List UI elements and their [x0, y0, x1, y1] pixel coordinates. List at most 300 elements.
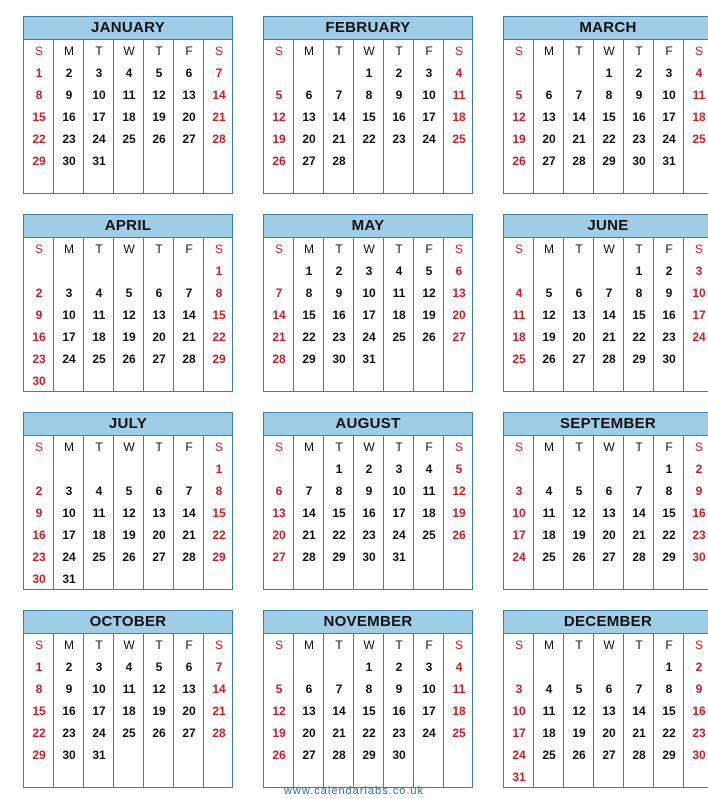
day-cell: 24	[362, 330, 376, 344]
day-cell: 21	[602, 330, 616, 344]
day-cell: 22	[602, 132, 616, 146]
weekday-header: F	[425, 242, 433, 256]
weekday-header: S	[694, 242, 703, 256]
day-cell: 22	[662, 726, 676, 740]
day-cell: 17	[692, 308, 706, 322]
day-cell: 22	[332, 528, 346, 542]
day-cell: 23	[662, 330, 676, 344]
day-cell: 9	[395, 88, 403, 102]
day-grid	[24, 40, 232, 193]
day-cell: 4	[125, 66, 133, 80]
day-cell: 17	[62, 330, 76, 344]
day-cell: 9	[665, 286, 673, 300]
day-cell: 10	[662, 88, 676, 102]
weekday-header: T	[335, 440, 343, 454]
day-cell: 29	[32, 748, 46, 762]
weekday-header: M	[304, 44, 314, 58]
day-cell: 5	[275, 88, 283, 102]
day-cell: 3	[365, 264, 373, 278]
day-cell: 2	[365, 462, 373, 476]
day-cell: 6	[575, 286, 583, 300]
day-cell: 20	[302, 132, 316, 146]
day-cell: 22	[212, 528, 226, 542]
day-cell: 17	[662, 110, 676, 124]
day-cell: 16	[62, 704, 76, 718]
day-cell: 22	[302, 330, 316, 344]
day-cell: 28	[272, 352, 286, 366]
day-cell: 7	[335, 88, 343, 102]
day-cell: 25	[92, 352, 106, 366]
weekday-header: W	[123, 638, 135, 652]
day-cell: 24	[92, 726, 106, 740]
weekday-header: T	[635, 440, 643, 454]
weekday-header: T	[635, 638, 643, 652]
day-cell: 26	[272, 154, 286, 168]
day-cell: 6	[185, 660, 193, 674]
weekday-header: W	[603, 242, 615, 256]
day-cell: 5	[125, 286, 133, 300]
day-cell: 4	[125, 660, 133, 674]
day-cell: 5	[275, 682, 283, 696]
weekday-header: M	[304, 440, 314, 454]
day-cell: 10	[362, 286, 376, 300]
day-cell: 30	[62, 154, 76, 168]
day-cell: 19	[152, 110, 166, 124]
day-cell: 7	[635, 484, 643, 498]
day-cell: 28	[212, 726, 226, 740]
day-cell: 18	[692, 110, 706, 124]
day-cell: 4	[455, 66, 463, 80]
day-cell: 25	[122, 726, 136, 740]
weekday-header: M	[64, 44, 74, 58]
day-grid	[264, 40, 472, 193]
weekday-header: S	[694, 44, 703, 58]
day-cell: 19	[452, 506, 466, 520]
day-cell: 7	[635, 682, 643, 696]
month-january	[23, 16, 233, 194]
day-grid	[504, 634, 708, 787]
day-cell: 24	[62, 352, 76, 366]
weekday-header: F	[425, 44, 433, 58]
day-cell: 12	[272, 704, 286, 718]
month-november	[263, 610, 473, 788]
weekday-header: S	[214, 440, 223, 454]
weekday-header: W	[603, 638, 615, 652]
weekday-header: M	[64, 440, 74, 454]
day-cell: 14	[272, 308, 286, 322]
day-cell: 8	[365, 88, 373, 102]
day-cell: 28	[632, 550, 646, 564]
day-cell: 11	[392, 286, 406, 300]
weekday-header: S	[694, 440, 703, 454]
day-cell: 21	[212, 704, 226, 718]
day-cell: 18	[542, 528, 556, 542]
day-cell: 2	[65, 660, 73, 674]
day-cell: 21	[332, 132, 346, 146]
day-cell: 30	[662, 352, 676, 366]
weekday-header: F	[185, 440, 193, 454]
day-cell: 13	[542, 110, 556, 124]
day-cell: 26	[122, 352, 136, 366]
weekday-header: S	[34, 638, 43, 652]
day-cell: 8	[215, 484, 223, 498]
day-cell: 25	[452, 726, 466, 740]
day-cell: 25	[392, 330, 406, 344]
day-cell: 11	[92, 506, 106, 520]
day-cell: 4	[425, 462, 433, 476]
day-cell: 23	[32, 550, 46, 564]
day-cell: 1	[35, 66, 43, 80]
day-cell: 11	[512, 308, 526, 322]
day-cell: 7	[215, 66, 223, 80]
weekday-header: S	[694, 638, 703, 652]
day-cell: 3	[515, 682, 523, 696]
day-cell: 23	[392, 726, 406, 740]
day-cell: 6	[605, 484, 613, 498]
day-cell: 15	[602, 110, 616, 124]
day-cell: 4	[395, 264, 403, 278]
day-cell: 22	[32, 132, 46, 146]
day-cell: 23	[632, 132, 646, 146]
day-cell: 14	[302, 506, 316, 520]
day-cell: 26	[152, 726, 166, 740]
day-cell: 15	[632, 308, 646, 322]
day-cell: 5	[545, 286, 553, 300]
day-cell: 1	[665, 660, 673, 674]
day-cell: 11	[122, 682, 136, 696]
day-cell: 24	[512, 550, 526, 564]
day-cell: 8	[335, 484, 343, 498]
day-cell: 19	[572, 528, 586, 542]
day-cell: 31	[662, 154, 676, 168]
day-cell: 10	[692, 286, 706, 300]
day-cell: 17	[422, 704, 436, 718]
day-cell: 21	[272, 330, 286, 344]
day-cell: 26	[122, 550, 136, 564]
day-cell: 16	[632, 110, 646, 124]
day-cell: 28	[602, 352, 616, 366]
day-cell: 21	[182, 330, 196, 344]
day-cell: 16	[32, 528, 46, 542]
day-cell: 14	[632, 506, 646, 520]
day-cell: 2	[635, 66, 643, 80]
day-cell: 8	[665, 484, 673, 498]
day-cell: 30	[32, 572, 46, 586]
day-cell: 11	[692, 88, 706, 102]
weekday-header: T	[335, 242, 343, 256]
day-cell: 3	[395, 462, 403, 476]
day-cell: 8	[305, 286, 313, 300]
day-cell: 5	[425, 264, 433, 278]
day-grid	[504, 40, 708, 193]
day-cell: 12	[422, 286, 436, 300]
day-cell: 17	[392, 506, 406, 520]
day-cell: 17	[422, 110, 436, 124]
day-cell: 12	[572, 506, 586, 520]
day-cell: 12	[542, 308, 556, 322]
day-cell: 12	[272, 110, 286, 124]
weekday-header: F	[665, 638, 673, 652]
day-cell: 30	[62, 748, 76, 762]
weekday-header: S	[514, 638, 523, 652]
weekday-header: T	[155, 440, 163, 454]
month-may	[263, 214, 473, 392]
day-cell: 24	[392, 528, 406, 542]
day-cell: 18	[122, 704, 136, 718]
day-cell: 15	[32, 110, 46, 124]
day-cell: 29	[32, 154, 46, 168]
month-title: JULY	[24, 413, 232, 436]
weekday-header: S	[274, 638, 283, 652]
month-title: OCTOBER	[24, 611, 232, 634]
day-cell: 18	[452, 110, 466, 124]
day-cell: 17	[92, 110, 106, 124]
month-july	[23, 412, 233, 590]
day-cell: 4	[515, 286, 523, 300]
day-cell: 25	[122, 132, 136, 146]
day-cell: 23	[692, 726, 706, 740]
day-cell: 22	[362, 726, 376, 740]
month-title: NOVEMBER	[264, 611, 472, 634]
day-cell: 30	[362, 550, 376, 564]
weekday-header: T	[155, 242, 163, 256]
day-cell: 5	[515, 88, 523, 102]
day-cell: 1	[365, 66, 373, 80]
weekday-header: S	[214, 44, 223, 58]
day-cell: 17	[362, 308, 376, 322]
day-cell: 3	[515, 484, 523, 498]
day-cell: 20	[152, 528, 166, 542]
day-cell: 23	[692, 528, 706, 542]
weekday-header: F	[665, 44, 673, 58]
day-cell: 14	[182, 506, 196, 520]
day-cell: 2	[335, 264, 343, 278]
day-cell: 18	[512, 330, 526, 344]
day-grid	[504, 436, 708, 589]
day-cell: 9	[35, 308, 43, 322]
day-cell: 2	[665, 264, 673, 278]
day-cell: 11	[122, 88, 136, 102]
day-grid	[24, 238, 232, 391]
day-cell: 30	[332, 352, 346, 366]
weekday-header: S	[34, 242, 43, 256]
day-cell: 22	[362, 132, 376, 146]
day-cell: 15	[212, 506, 226, 520]
weekday-header: S	[274, 440, 283, 454]
weekday-header: W	[363, 44, 375, 58]
day-cell: 13	[152, 506, 166, 520]
footer-url[interactable]: www.calendarlabs.co.uk	[283, 785, 424, 797]
day-cell: 11	[92, 308, 106, 322]
day-cell: 9	[395, 682, 403, 696]
day-cell: 28	[182, 352, 196, 366]
day-cell: 9	[35, 506, 43, 520]
day-cell: 28	[632, 748, 646, 762]
day-cell: 9	[635, 88, 643, 102]
day-cell: 12	[122, 506, 136, 520]
day-cell: 2	[695, 462, 703, 476]
day-cell: 10	[422, 682, 436, 696]
day-cell: 21	[572, 132, 586, 146]
day-cell: 8	[635, 286, 643, 300]
day-cell: 20	[152, 330, 166, 344]
weekday-header: W	[363, 242, 375, 256]
day-cell: 25	[512, 352, 526, 366]
day-cell: 3	[95, 660, 103, 674]
day-cell: 13	[602, 506, 616, 520]
day-cell: 5	[455, 462, 463, 476]
weekday-header: S	[34, 440, 43, 454]
day-cell: 27	[272, 550, 286, 564]
day-cell: 23	[332, 330, 346, 344]
day-cell: 22	[662, 528, 676, 542]
weekday-header: T	[395, 242, 403, 256]
day-cell: 29	[212, 550, 226, 564]
weekday-header: W	[603, 44, 615, 58]
day-cell: 7	[185, 286, 193, 300]
day-grid	[264, 238, 472, 391]
day-cell: 21	[212, 110, 226, 124]
month-title: JUNE	[504, 215, 708, 238]
day-cell: 30	[692, 748, 706, 762]
month-title: MARCH	[504, 17, 708, 40]
weekday-header: S	[454, 242, 463, 256]
day-cell: 29	[332, 550, 346, 564]
day-cell: 31	[92, 154, 106, 168]
day-cell: 27	[302, 154, 316, 168]
day-cell: 24	[62, 550, 76, 564]
day-cell: 23	[362, 528, 376, 542]
day-cell: 28	[332, 154, 346, 168]
month-title: DECEMBER	[504, 611, 708, 634]
day-cell: 3	[425, 66, 433, 80]
day-cell: 22	[212, 330, 226, 344]
day-cell: 19	[122, 330, 136, 344]
day-cell: 19	[152, 704, 166, 718]
weekday-header: W	[123, 440, 135, 454]
day-cell: 15	[212, 308, 226, 322]
day-cell: 18	[92, 528, 106, 542]
day-cell: 11	[422, 484, 436, 498]
day-cell: 28	[302, 550, 316, 564]
day-cell: 18	[452, 704, 466, 718]
weekday-header: T	[635, 44, 643, 58]
weekday-header: S	[454, 440, 463, 454]
day-cell: 7	[605, 286, 613, 300]
day-cell: 30	[392, 748, 406, 762]
day-cell: 24	[512, 748, 526, 762]
day-cell: 6	[185, 66, 193, 80]
day-cell: 24	[92, 132, 106, 146]
day-cell: 3	[665, 66, 673, 80]
day-cell: 3	[695, 264, 703, 278]
day-cell: 10	[422, 88, 436, 102]
day-cell: 5	[155, 66, 163, 80]
day-cell: 2	[35, 484, 43, 498]
day-cell: 16	[662, 308, 676, 322]
day-cell: 1	[605, 66, 613, 80]
weekday-header: S	[274, 242, 283, 256]
day-cell: 3	[65, 484, 73, 498]
day-cell: 30	[692, 550, 706, 564]
weekday-header: T	[335, 44, 343, 58]
day-cell: 18	[392, 308, 406, 322]
day-cell: 27	[602, 748, 616, 762]
month-october	[23, 610, 233, 788]
weekday-header: M	[544, 440, 554, 454]
day-cell: 1	[365, 660, 373, 674]
day-cell: 21	[632, 726, 646, 740]
day-cell: 2	[65, 66, 73, 80]
weekday-header: F	[425, 440, 433, 454]
day-cell: 12	[452, 484, 466, 498]
weekday-header: T	[335, 638, 343, 652]
day-cell: 2	[695, 660, 703, 674]
day-cell: 26	[512, 154, 526, 168]
day-cell: 22	[632, 330, 646, 344]
day-cell: 3	[65, 286, 73, 300]
weekday-header: T	[575, 440, 583, 454]
month-title: SEPTEMBER	[504, 413, 708, 436]
day-cell: 8	[605, 88, 613, 102]
day-cell: 20	[572, 330, 586, 344]
weekday-header: T	[395, 638, 403, 652]
day-cell: 8	[35, 88, 43, 102]
day-cell: 25	[422, 528, 436, 542]
day-cell: 19	[572, 726, 586, 740]
month-title: JANUARY	[24, 17, 232, 40]
day-cell: 19	[122, 528, 136, 542]
day-cell: 25	[542, 748, 556, 762]
day-cell: 20	[602, 528, 616, 542]
day-cell: 27	[542, 154, 556, 168]
day-cell: 24	[662, 132, 676, 146]
day-cell: 8	[215, 286, 223, 300]
day-cell: 26	[422, 330, 436, 344]
day-cell: 21	[302, 528, 316, 542]
weekday-header: S	[514, 44, 523, 58]
day-cell: 14	[332, 704, 346, 718]
day-cell: 25	[692, 132, 706, 146]
day-cell: 13	[302, 704, 316, 718]
weekday-header: F	[185, 638, 193, 652]
weekday-header: W	[363, 638, 375, 652]
day-cell: 18	[542, 726, 556, 740]
day-cell: 20	[272, 528, 286, 542]
day-cell: 7	[275, 286, 283, 300]
day-cell: 27	[152, 352, 166, 366]
day-grid	[264, 634, 472, 787]
day-cell: 14	[182, 308, 196, 322]
day-cell: 9	[695, 484, 703, 498]
day-cell: 19	[422, 308, 436, 322]
day-cell: 31	[62, 572, 76, 586]
day-cell: 3	[425, 660, 433, 674]
weekday-header: M	[304, 638, 314, 652]
day-cell: 10	[62, 308, 76, 322]
day-cell: 29	[362, 748, 376, 762]
day-cell: 15	[362, 110, 376, 124]
day-cell: 18	[122, 110, 136, 124]
day-cell: 1	[335, 462, 343, 476]
day-cell: 15	[662, 506, 676, 520]
day-cell: 20	[182, 110, 196, 124]
day-cell: 27	[572, 352, 586, 366]
day-cell: 2	[395, 66, 403, 80]
day-cell: 13	[272, 506, 286, 520]
day-cell: 14	[332, 110, 346, 124]
day-cell: 10	[62, 506, 76, 520]
